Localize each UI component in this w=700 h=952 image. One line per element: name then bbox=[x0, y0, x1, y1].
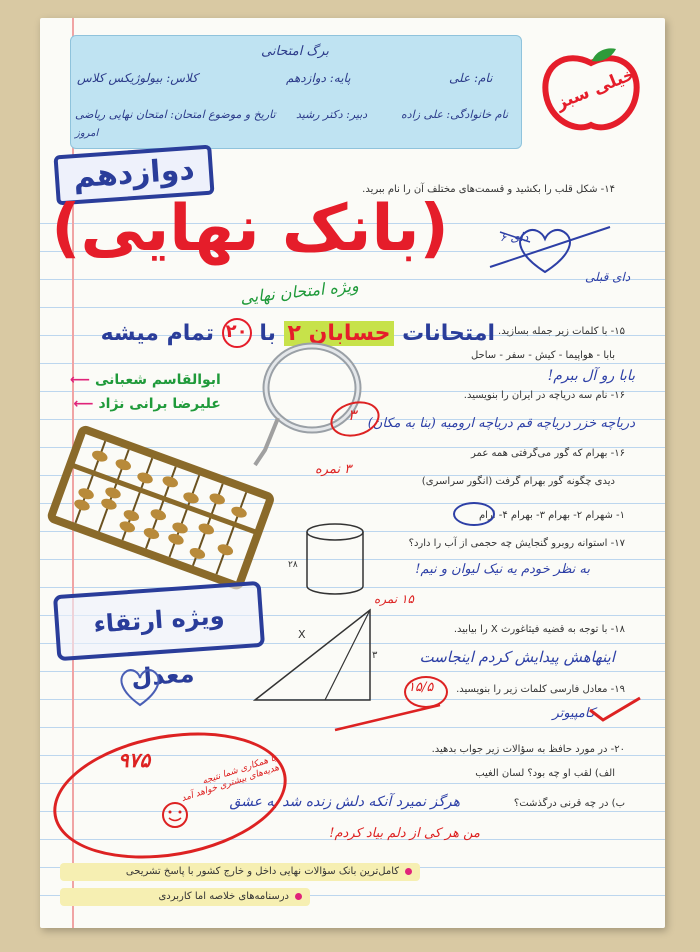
oval-note: با همکاری شما نتیجه هدیه‌های بیشتری خواهد آمد bbox=[180, 753, 281, 805]
answer-19: اینهاهش پیدایش کردم اینجاست bbox=[419, 648, 615, 666]
question-14: ۱۴- شکل قلب را بکشید و قسمت‌های مختلف آن را نام ببرید. bbox=[362, 184, 615, 195]
publisher-logo bbox=[536, 45, 646, 135]
question-17-b: دیدی چگونه گور بهرام گرفت (انگور سراسری) bbox=[421, 476, 615, 487]
question-18: ۱۷- استوانه روبرو گنجایش چه حجمی از آب را دارد؟ bbox=[408, 538, 625, 549]
heart-label-a: دای ۶ bbox=[500, 230, 529, 244]
score-mark-2: ۱۵ نمره bbox=[374, 592, 414, 606]
triangle-x-label: X bbox=[298, 628, 306, 641]
slogan-with: با bbox=[259, 320, 276, 346]
question-19: ۱۸- با توجه به قضیه فیثاغورث X را بیابید. bbox=[453, 624, 625, 635]
slogan-prefix: امتحانات bbox=[402, 320, 495, 346]
question-15: ۱۵- با کلمات زیر جمله بسازید. bbox=[498, 326, 625, 337]
book-subtitle: ویژه امتحان نهایی bbox=[239, 275, 360, 308]
question-21-b: ب) در چه قرنی درگذشت؟ bbox=[513, 798, 625, 809]
feature-strip-1: کامل‌ترین بانک سؤالات نهایی داخل و خارج کشور با پاسخ تشریحی bbox=[60, 863, 420, 881]
question-20: ۱۹- معادل فارسی کلمات زیر را بنویسید. bbox=[456, 684, 625, 695]
checkmark-icon bbox=[585, 695, 645, 725]
question-16: ۱۶- نام سه دریاچه در ایران را بنویسید. bbox=[463, 390, 625, 401]
selected-option-circle bbox=[453, 502, 495, 526]
heart-label-b: دای قبلی bbox=[585, 270, 631, 284]
info-class: کلاس: بیولوژیکس کلاس bbox=[77, 71, 198, 85]
bullet-icon bbox=[405, 868, 412, 875]
question-17: ۱۶- بهرام که گور می‌گرفتی همه عمر bbox=[471, 448, 625, 459]
question-21-a: الف) لقب او چه بود؟ لسان الغیب bbox=[475, 768, 615, 779]
book-title: (بانک نهایی) bbox=[51, 192, 449, 266]
answer-20: کامپیوتر bbox=[552, 706, 595, 721]
heart-doodle-icon bbox=[115, 665, 165, 709]
info-today: امروز bbox=[75, 128, 99, 139]
info-grade: پایه: دوازدهم bbox=[286, 71, 351, 85]
cross-out-mark bbox=[330, 700, 450, 740]
info-name: نام: علی bbox=[449, 71, 493, 85]
author-1: ابوالقاسم شعبانی ⟵ bbox=[70, 372, 221, 388]
answer-18: به نظر خودم یه نیک لیوان و نیم! bbox=[415, 562, 590, 577]
triangle-figure bbox=[245, 600, 385, 710]
score-mark-1: ۳ نمره bbox=[315, 462, 352, 477]
info-family: نام خانوادگی: علی زاده bbox=[401, 108, 509, 121]
answer-21-c: من هر کی از دلم بیاد کردم! bbox=[329, 826, 480, 841]
question-17-options: ۱- شهرام ۲- بهرام ۳- بهرام ۴- ارام bbox=[478, 510, 625, 521]
arrow-left-icon: ⟵ bbox=[73, 396, 94, 412]
slogan-suffix: تمام میشه bbox=[100, 320, 214, 346]
answer-16: دریاچه خزر دریاچه قم دریاچه ارومیه (بنا به مکان) bbox=[367, 416, 635, 431]
cylinder-label: ۲۸ bbox=[288, 560, 298, 570]
info-heading: برگ امتحانی bbox=[261, 44, 329, 59]
triangle-side-label: ۳ bbox=[372, 650, 378, 661]
info-teacher: دبیر: دکتر رشید bbox=[296, 108, 368, 121]
answer-21-b: هرگز نمیرد آنکه دلش زنده شد به عشق bbox=[229, 794, 460, 810]
question-21: ۲۰- در مورد حافظ به سؤالات زیر جواب بدهید. bbox=[431, 744, 625, 755]
promo-badge: ویژه ارتقاء معدل bbox=[53, 581, 265, 661]
feature-strip-2: درسنامه‌های خلاصه اما کاربردی bbox=[60, 888, 310, 906]
logo-text: خیلی سبز bbox=[553, 64, 639, 114]
cylinder-figure bbox=[295, 520, 375, 600]
score-mark-3: ۱۵/۵ bbox=[408, 680, 434, 695]
author-2: علیرضا برانی نژاد ⟵ bbox=[73, 396, 221, 412]
exam-info-card bbox=[70, 35, 522, 149]
score-circle-value: ۳ bbox=[348, 406, 357, 424]
answer-15: بابا رو آل ببرم! bbox=[547, 368, 635, 384]
question-15-words: بابا - هواپیما - کیش - سفر - ساحل bbox=[470, 350, 615, 361]
oval-number: ۹۷۵ bbox=[118, 748, 151, 772]
arrow-left-icon: ⟵ bbox=[70, 372, 91, 388]
grade-label-box: دوازدهم bbox=[53, 145, 214, 206]
slogan-number-circle: ۲۰ bbox=[222, 318, 252, 348]
bullet-icon bbox=[295, 893, 302, 900]
smiley-icon bbox=[160, 800, 190, 830]
info-date: تاریخ و موضوع امتحان: امتحان نهایی ریاضی bbox=[75, 108, 276, 121]
slogan-subject: حسابان ۲ bbox=[284, 321, 395, 346]
